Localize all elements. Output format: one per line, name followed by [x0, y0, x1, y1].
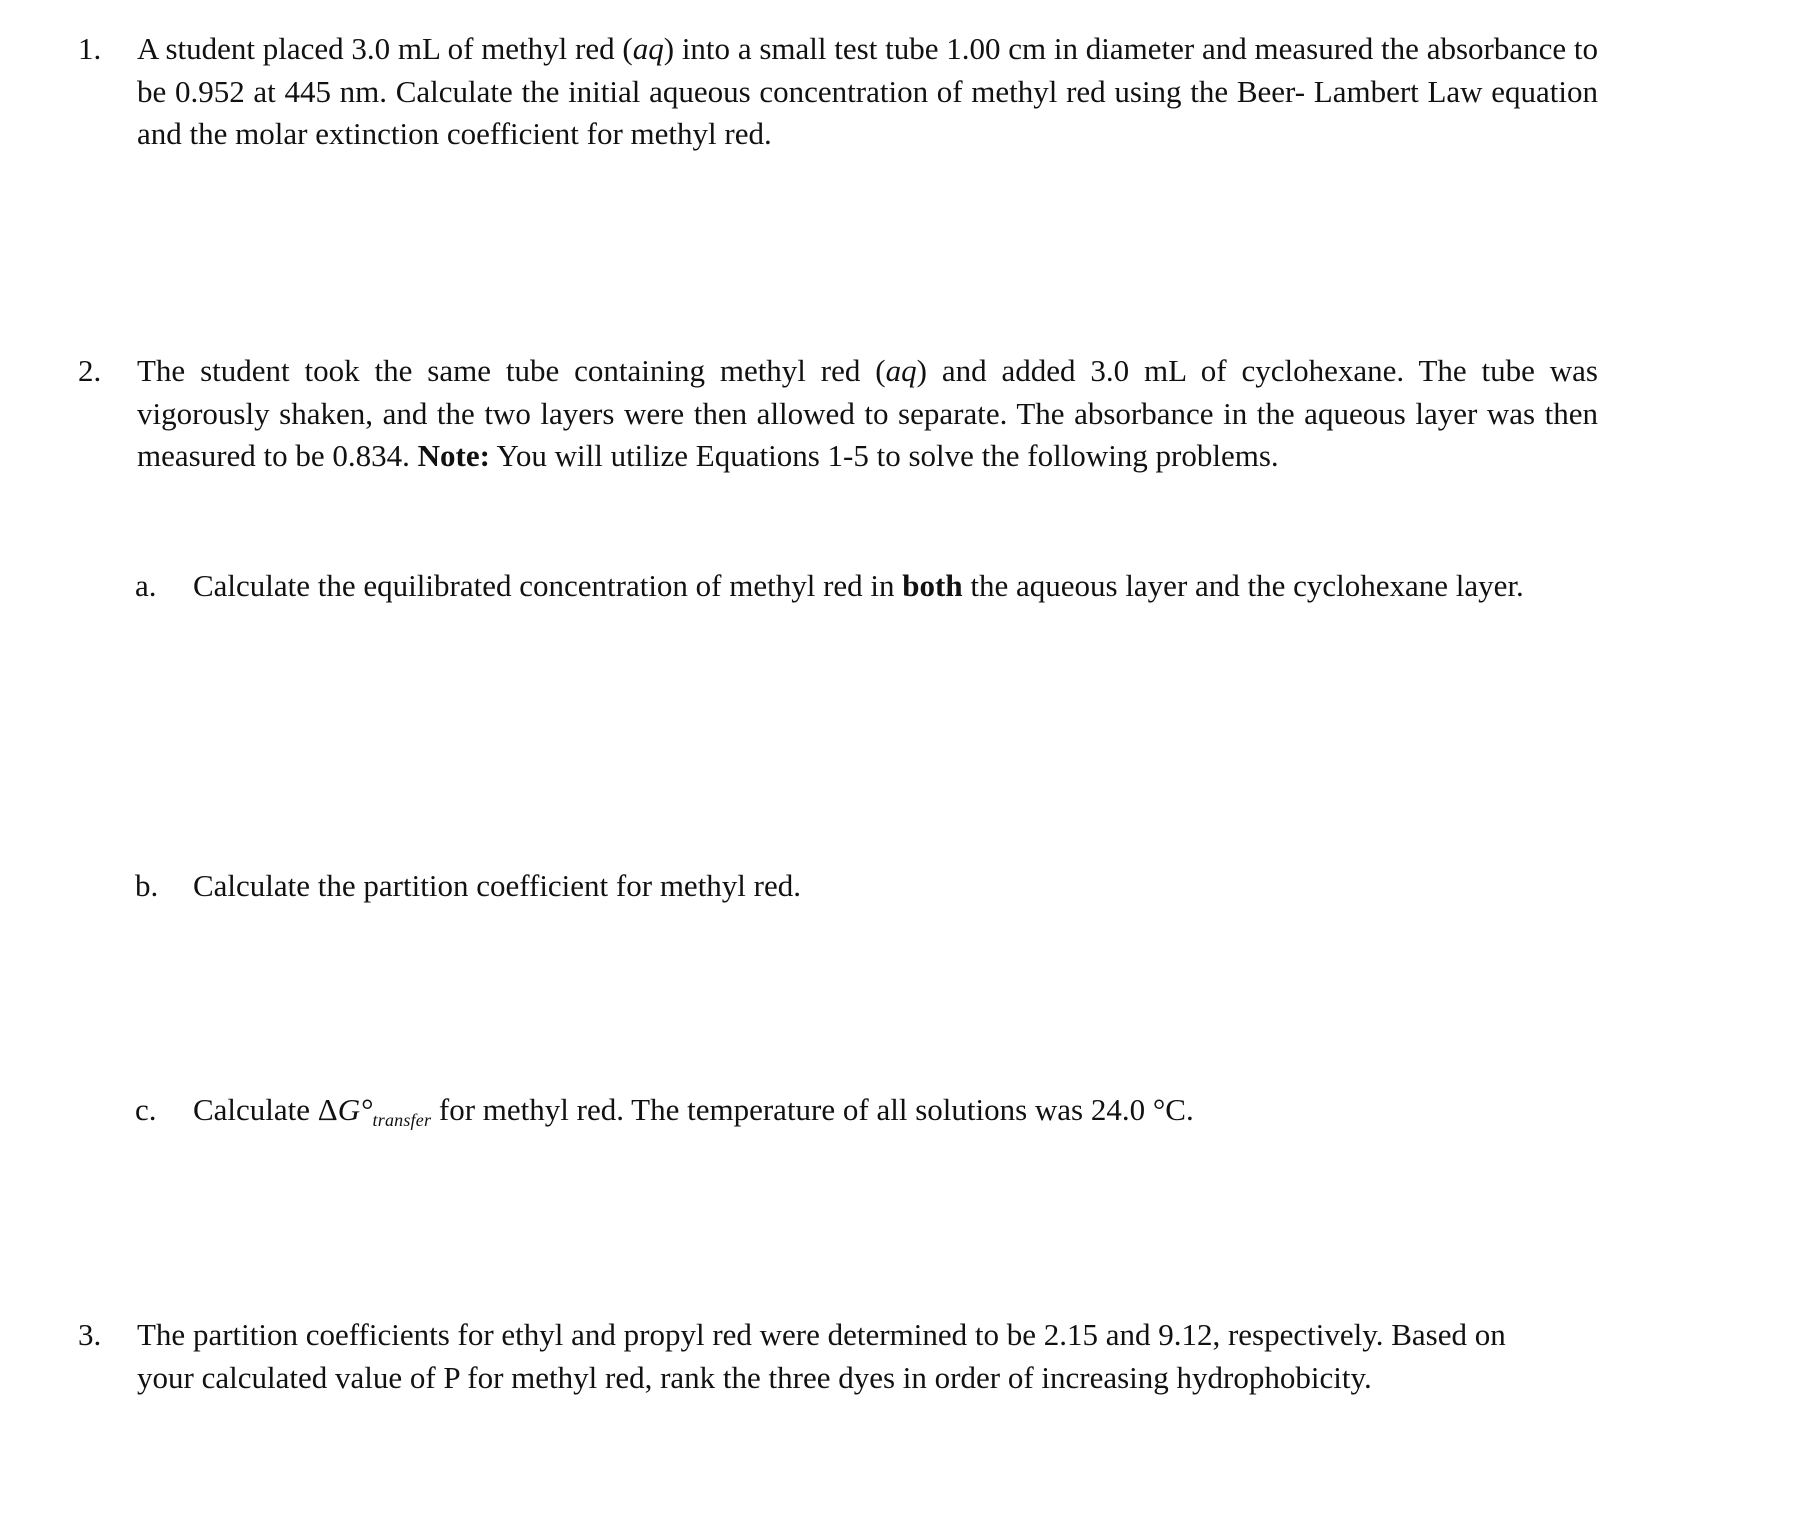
text-segment: The partition coefficients for ethyl and propyl red were determined to be 2.15 and 9.12, respectively. Based on — [137, 1317, 1506, 1352]
question-number: 1. — [78, 31, 102, 66]
subquestion-text — [193, 1089, 1595, 1142]
question-2b — [135, 865, 1595, 908]
question-2c — [135, 1089, 1595, 1142]
text-segment: then measured to be 0.834. — [137, 395, 1598, 473]
text-segment: Calculate Δ — [193, 1092, 338, 1127]
subquestion-letter: a. — [135, 568, 157, 603]
question-text — [137, 350, 1598, 478]
text-segment: for methyl red. The temperature of all solutions was 24.0 °C. — [431, 1092, 1194, 1127]
question-number: 3. — [78, 1317, 102, 1352]
text-bold: both — [902, 568, 963, 603]
question-2a — [135, 565, 1595, 608]
text-segment: A student placed 3.0 mL of methyl red ( — [137, 31, 633, 66]
text-segment: The student took the same tube containing methyl red ( — [137, 353, 886, 388]
text-italic: aq — [632, 31, 664, 66]
question-1 — [78, 28, 1598, 156]
text-italic: aq — [885, 353, 917, 388]
subquestion-text: Calculate the partition coefficient for methyl red. — [193, 868, 801, 903]
subquestion-letter: c. — [135, 1092, 157, 1127]
text-segment: ) into a small test tube 1.00 cm in diameter and measured the — [663, 31, 1419, 66]
subscript: transfer — [372, 1110, 432, 1130]
subquestion-text — [193, 565, 1595, 608]
text-segment: Lambert Law equation and the molar extinction coefficient for methyl red. — [137, 73, 1598, 151]
text-segment: You will utilize Equations 1-5 to solve the following problems. — [489, 438, 1279, 473]
question-3 — [78, 1314, 1598, 1399]
text-italic: G° — [337, 1092, 373, 1127]
question-text — [137, 28, 1598, 156]
question-text — [137, 1314, 1598, 1399]
text-segment: your calculated value of P for methyl red, rank the three dyes in order of increasing hydrophobicity. — [137, 1359, 1372, 1395]
question-2 — [78, 350, 1598, 478]
text-segment: absorbance to be 0.952 at 445 nm. Calculate the initial aqueous concentration of methyl red using the Beer- — [137, 31, 1599, 109]
text-segment: vigorously shaken, and the two layers were then allowed to separate. The absorbance in the aqueous layer was — [137, 395, 1536, 431]
text-segment: Calculate the equilibrated concentration of methyl red in — [193, 568, 903, 603]
question-number: 2. — [78, 353, 102, 388]
text-segment: the aqueous layer and the cyclohexane layer. — [962, 568, 1524, 603]
note-label: Note: — [417, 438, 490, 473]
text-segment: ) and added 3.0 mL of cyclohexane. The tube was — [916, 353, 1598, 388]
subquestion-letter: b. — [135, 868, 159, 903]
